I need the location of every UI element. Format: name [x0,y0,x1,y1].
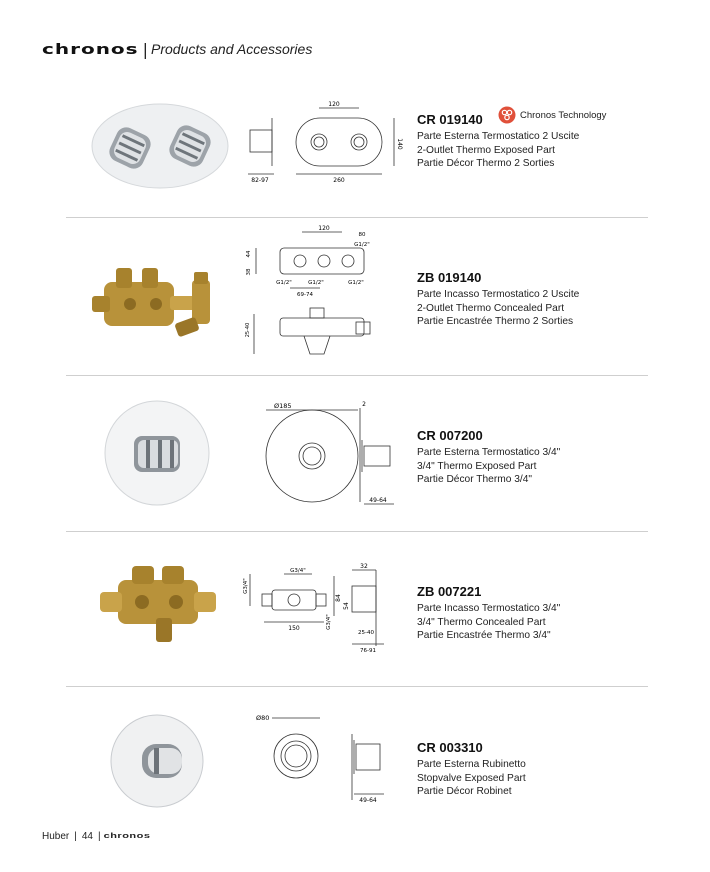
dimension-label: 150 [288,625,300,632]
dimension-label: Ø185 [274,402,292,410]
product-row [66,92,648,212]
dimension-label: 140 [396,138,403,150]
dimension-label: 80 [358,232,366,238]
dimension-label: G1/2" [276,280,292,286]
description-fr: Partie Encastrée Thermo 3/4" [417,630,551,641]
product-info [417,270,579,329]
dimension-label: 82-97 [251,177,269,184]
page-footer [42,830,151,842]
product-info [417,428,560,487]
dimension-label: G3/4" [290,568,306,574]
header-separator: | [142,39,148,59]
dimension-label: 49-64 [369,497,387,504]
product-row [66,692,648,822]
dimension-label: 2 [362,401,366,408]
product-photo [82,706,232,816]
description-en: 2-Outlet Thermo Exposed Part [417,144,555,156]
dimension-label: G1/2" [308,280,324,286]
product-code: CR 019140 [417,112,483,127]
dimension-label: G3/4" [326,614,332,630]
technical-drawing [244,704,404,814]
dimension-label: G3/4" [243,578,249,594]
product-code: ZB 007221 [417,584,482,599]
product-code: CR 003310 [417,740,483,755]
page-title: Products and Accessories [150,41,313,57]
description-it: Parte Esterna Rubinetto [417,759,526,770]
footer-separator: | [97,830,101,842]
product-code: CR 007200 [417,428,483,443]
chronos-technology-badge [498,106,606,124]
footer-company: Huber [42,830,70,842]
badge-label: Chronos Technology [520,109,607,121]
dimension-label: 25-40 [358,630,374,636]
divider [66,686,648,687]
product-photo [82,250,232,360]
product-row [66,536,648,684]
dimension-label: 120 [328,101,340,108]
page-header [42,38,312,60]
description-en: 2-Outlet Thermo Concealed Part [417,302,565,314]
description-en: Stopvalve Exposed Part [417,772,526,784]
dimension-label: 32 [360,563,368,570]
description-fr: Partie Décor Robinet [417,786,512,797]
description-fr: Partie Encastrée Thermo 2 Sorties [417,316,574,327]
product-photo [82,398,232,508]
dimension-label: 76-91 [360,648,376,654]
description-fr: Partie Décor Thermo 2 Sorties [417,158,555,169]
dimension-label: 44 [246,250,252,258]
description-en: 3/4" Thermo Exposed Part [417,460,537,472]
footer-separator: | [74,830,77,842]
description-it: Parte Esterna Termostatico 3/4" [417,447,561,458]
product-row [66,222,648,372]
dimension-label: G1/2" [348,280,364,286]
product-photo [82,96,232,206]
dimension-label: 120 [318,225,330,232]
description-it: Parte Incasso Termostatico 3/4" [417,603,561,614]
description-fr: Partie Décor Thermo 3/4" [417,474,532,485]
technical-drawing [243,563,404,656]
product-info [417,584,560,643]
technology-icon [498,106,516,124]
description-en: 3/4" Thermo Concealed Part [417,616,546,628]
divider [66,217,648,218]
product-info [417,740,526,799]
description-it: Parte Esterna Termostatico 2 Uscite [417,131,580,142]
dimension-label: 38 [246,268,252,276]
product-code: ZB 019140 [417,270,482,285]
dimension-label: 84 [335,594,342,602]
product-photo [82,552,232,662]
product-row [66,382,648,527]
dimension-label: 54 [343,602,350,610]
brand-logo: chronos [42,40,139,58]
page-number: 44 [81,830,93,842]
description-it: Parte Incasso Termostatico 2 Uscite [417,289,580,300]
technical-drawing [244,100,404,190]
dimension-label: 69-74 [297,292,313,298]
dimension-label: Ø80 [256,714,270,722]
dimension-label: 25-40 [245,322,251,338]
dimension-label: G1/2" [354,242,370,248]
footer-brand-logo: chronos [103,831,151,841]
dimension-label: 49-64 [359,797,377,804]
dimension-label: 260 [333,177,345,184]
technical-drawing [244,394,408,512]
divider [66,531,648,532]
technical-drawing [244,226,404,372]
divider [66,375,648,376]
